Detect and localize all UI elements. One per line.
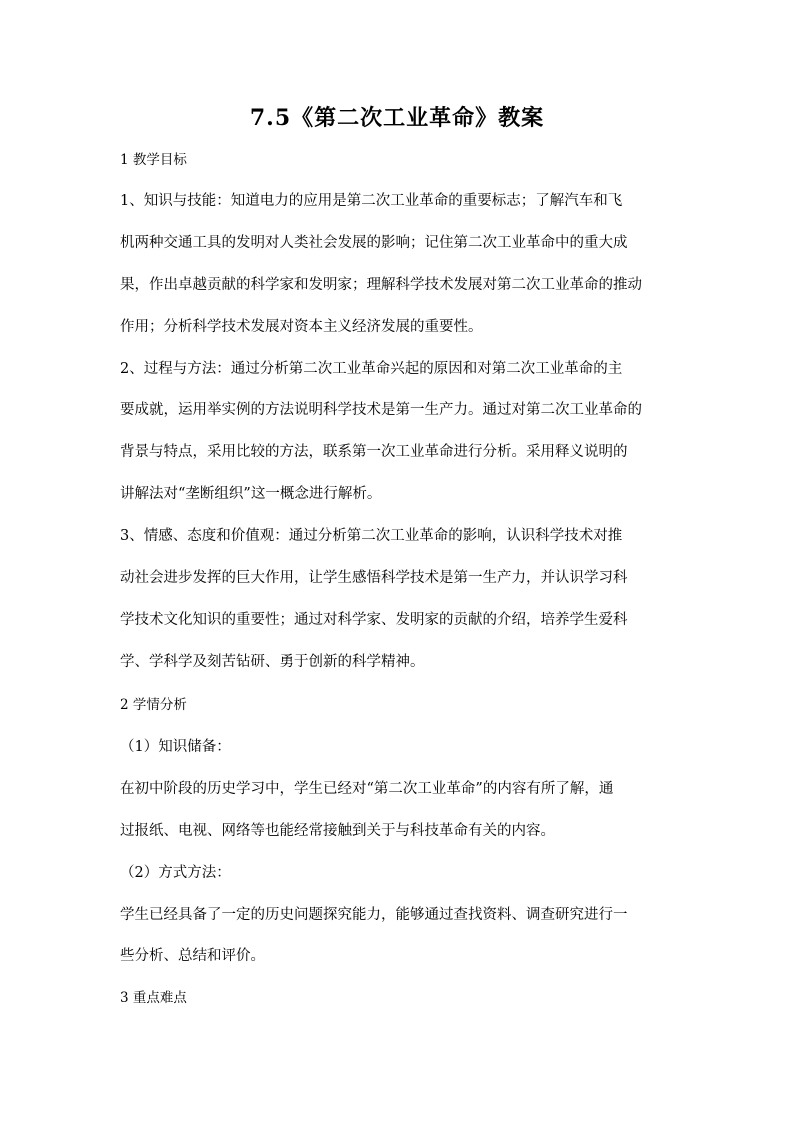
paragraph-line: 学、学科学及刻苦钻研、勇于创新的科学精神。 xyxy=(120,654,425,670)
paragraph-line: 讲解法对“垄断组织”这一概念进行解析。 xyxy=(120,486,382,502)
paragraph-line: 动社会进步发挥的巨大作用，让学生感悟科学技术是第一生产力，并认识学习科 xyxy=(120,570,628,586)
section-heading-key-points: 3 重点难点 xyxy=(120,990,187,1006)
paragraph-line: 作用；分析科学技术发展对资本主义经济发展的重要性。 xyxy=(120,319,483,335)
section-heading-teaching-goals: 1 教学目标 xyxy=(120,152,187,168)
paragraph-line: 背景与特点，采用比较的方法，联系第一次工业革命进行分析。采用释义说明的 xyxy=(120,444,628,460)
subsection-label-knowledge: （1）知识储备： xyxy=(120,739,231,755)
paragraph-line: 机两种交通工具的发明对人类社会发展的影响；记住第二次工业革命中的重大成 xyxy=(120,235,628,251)
paragraph-line: 2、过程与方法：通过分析第二次工业革命兴起的原因和对第二次工业革命的主 xyxy=(120,361,623,377)
subsection-label-methods: （2）方式方法： xyxy=(120,865,231,881)
paragraph-line: 在初中阶段的历史学习中，学生已经对“第二次工业革命”的内容有所了解，通 xyxy=(120,781,614,797)
paragraph-line: 学技术文化知识的重要性；通过对科学家、发明家的贡献的介绍，培养学生爱科 xyxy=(120,612,628,628)
paragraph-line: 些分析、总结和评价。 xyxy=(120,948,265,964)
paragraph-line: 学生已经具备了一定的历史问题探究能力，能够通过查找资料、调查研究进行一 xyxy=(120,907,628,923)
paragraph-line: 过报纸、电视、网络等也能经常接触到关于与科技革命有关的内容。 xyxy=(120,823,555,839)
section-heading-student-analysis: 2 学情分析 xyxy=(120,697,187,713)
paragraph-line: 1、知识与技能：知道电力的应用是第二次工业革命的重要标志；了解汽车和飞 xyxy=(120,193,623,209)
paragraph-line: 果，作出卓越贡献的科学家和发明家；理解科学技术发展对第二次工业革命的推动 xyxy=(120,277,642,293)
document-title: 7.5《第二次工业革命》教案 xyxy=(249,105,545,131)
paragraph-line: 要成就，运用举实例的方法说明科学技术是第一生产力。通过对第二次工业革命的 xyxy=(120,402,642,418)
paragraph-line: 3、情感、态度和价值观：通过分析第二次工业革命的影响，认识科学技术对推 xyxy=(120,528,623,544)
